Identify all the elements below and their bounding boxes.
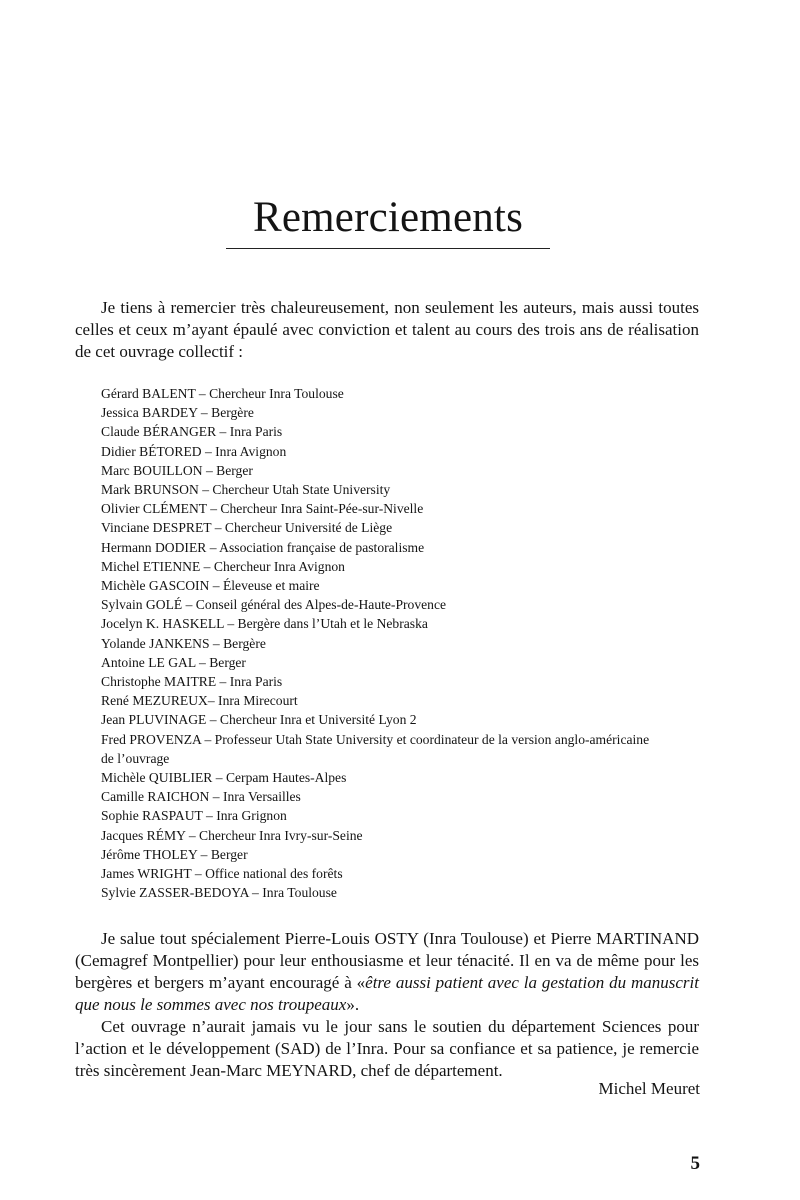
list-item-line: Fred PROVENZA – Professeur Utah State University et coordinateur de la version anglo-américaine	[101, 731, 650, 747]
department-thanks-paragraph: Cet ouvrage n’aurait jamais vu le jour sans le soutien du département Sciences pour l’action et le développement (SAD) de l’Inra. Pour sa confiance et sa patience, je remercie très sincèrement Jean-Marc MEYNARD, chef de département.	[75, 1017, 699, 1080]
list-item: Vinciane DESPRET – Chercheur Université de Liège	[101, 520, 393, 536]
intro-paragraph: Je tiens à remercier très chaleureusement, non seulement les auteurs, mais aussi toutes celles et ceux m’ayant épaulé avec conviction et talent au cours des trois ans de réalisation de cet ouvrage collectif :	[75, 298, 699, 361]
list-item: Jérôme THOLEY – Berger	[101, 846, 248, 862]
list-item: Olivier CLÉMENT – Chercheur Inra Saint-Pée-sur-Nivelle	[101, 501, 424, 517]
list-item: Jacques RÉMY – Chercheur Inra Ivry-sur-Seine	[101, 827, 363, 843]
page-number: 5	[690, 1153, 700, 1174]
list-item: René MEZUREUX– Inra Mirecourt	[101, 693, 298, 709]
list-item: Hermann DODIER – Association française de pastoralisme	[101, 539, 425, 555]
list-item: Sylvain GOLÉ – Conseil général des Alpes-de-Haute-Provence	[101, 597, 447, 613]
list-item: James WRIGHT – Office national des forêts	[101, 866, 343, 882]
list-item: Jessica BARDEY – Bergère	[101, 405, 254, 421]
quote-text: être aussi patient avec la gestation du manuscrit que nous le sommes avec nos troupeaux	[75, 973, 699, 1014]
paragraph-text: Je salue tout spécialement Pierre-Louis OSTY (Inra Toulouse) et Pierre MARTINAND (Cemagref Montpellier) pour leur enthousiasme et leur ténacité. Il en va de même pour les bergères et bergers m’ayant encouragé à «	[75, 929, 699, 992]
list-item: Antoine LE GAL – Berger	[101, 654, 246, 670]
acknowledgement-list	[101, 384, 701, 902]
list-item: Sophie RASPAUT – Inra Grignon	[101, 808, 287, 824]
list-item: Mark BRUNSON – Chercheur Utah State University	[101, 482, 391, 498]
list-item: Jocelyn K. HASKELL – Bergère dans l’Utah et le Nebraska	[101, 616, 428, 632]
list-item: Claude BÉRANGER – Inra Paris	[101, 424, 283, 440]
list-item: Camille RAICHON – Inra Versailles	[101, 789, 301, 805]
list-item: Yolande JANKENS – Bergère	[101, 635, 266, 651]
title-underline	[226, 248, 550, 249]
list-item: Michèle GASCOIN – Éleveuse et maire	[101, 578, 320, 594]
list-item: Michel ETIENNE – Chercheur Inra Avignon	[101, 558, 345, 574]
list-item: Christophe MAITRE – Inra Paris	[101, 674, 283, 690]
list-item-line: de l’ouvrage	[101, 750, 170, 766]
page-title: Remerciements	[252, 194, 524, 241]
list-item: Gérard BALENT – Chercheur Inra Toulouse	[101, 386, 344, 401]
signature: Michel Meuret	[598, 1079, 700, 1098]
list-item-provenza	[101, 730, 701, 768]
list-item: Marc BOUILLON – Berger	[101, 462, 253, 478]
list-item: Sylvie ZASSER-BEDOYA – Inra Toulouse	[101, 885, 337, 901]
paragraph-text-end: ».	[346, 995, 360, 1014]
list-item: Didier BÉTORED – Inra Avignon	[101, 443, 287, 459]
special-thanks-paragraph	[75, 928, 699, 1016]
list-item: Jean PLUVINAGE – Chercheur Inra et Université Lyon 2	[101, 712, 417, 728]
list-item: Michèle QUIBLIER – Cerpam Hautes-Alpes	[101, 770, 347, 786]
